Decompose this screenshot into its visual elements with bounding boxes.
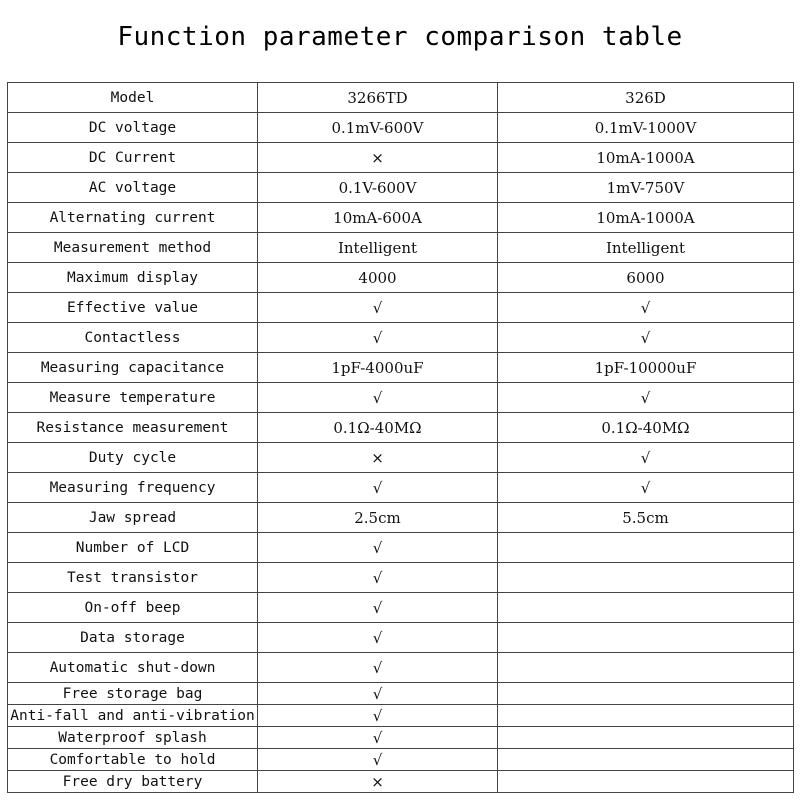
feature-label: Jaw spread — [8, 503, 258, 533]
comparison-table — [7, 82, 794, 793]
feature-label: On-off beep — [8, 593, 258, 623]
value-326d — [498, 653, 794, 683]
table-row — [8, 563, 794, 593]
value-3266td: √ — [258, 593, 498, 623]
feature-label: Effective value — [8, 293, 258, 323]
value-326d — [498, 683, 794, 705]
table-row — [8, 113, 794, 143]
value-3266td: 1pF-4000uF — [258, 353, 498, 383]
feature-label: Measuring frequency — [8, 473, 258, 503]
value-3266td: 4000 — [258, 263, 498, 293]
feature-label: Measurement method — [8, 233, 258, 263]
value-326d — [498, 593, 794, 623]
feature-label: Data storage — [8, 623, 258, 653]
table-row — [8, 293, 794, 323]
table-row — [8, 727, 794, 749]
table-header-row — [8, 83, 794, 113]
value-3266td: √ — [258, 473, 498, 503]
header-cell-326d: 326D — [498, 83, 794, 113]
value-3266td: √ — [258, 383, 498, 413]
table-row — [8, 143, 794, 173]
table-row — [8, 623, 794, 653]
value-3266td: √ — [258, 749, 498, 771]
feature-label: Test transistor — [8, 563, 258, 593]
feature-label: Automatic shut-down — [8, 653, 258, 683]
feature-label: Free dry battery — [8, 771, 258, 793]
value-3266td: √ — [258, 705, 498, 727]
feature-label: Free storage bag — [8, 683, 258, 705]
value-326d: √ — [498, 383, 794, 413]
table-row — [8, 233, 794, 263]
table-row — [8, 771, 794, 793]
feature-label: Number of LCD — [8, 533, 258, 563]
table-row — [8, 443, 794, 473]
table-row — [8, 593, 794, 623]
value-3266td: √ — [258, 533, 498, 563]
value-3266td: Intelligent — [258, 233, 498, 263]
feature-label: Resistance measurement — [8, 413, 258, 443]
value-3266td: √ — [258, 623, 498, 653]
table-row — [8, 413, 794, 443]
value-326d — [498, 771, 794, 793]
table-row — [8, 353, 794, 383]
table-row — [8, 383, 794, 413]
value-326d: √ — [498, 443, 794, 473]
value-3266td: √ — [258, 653, 498, 683]
feature-label: DC Current — [8, 143, 258, 173]
value-326d: 5.5cm — [498, 503, 794, 533]
value-3266td: × — [258, 443, 498, 473]
value-3266td: 10mA-600A — [258, 203, 498, 233]
value-326d: √ — [498, 293, 794, 323]
value-326d: √ — [498, 323, 794, 353]
table-row — [8, 653, 794, 683]
value-326d: 1mV-750V — [498, 173, 794, 203]
feature-label: Duty cycle — [8, 443, 258, 473]
value-326d — [498, 727, 794, 749]
value-3266td: √ — [258, 563, 498, 593]
value-326d: 1pF-10000uF — [498, 353, 794, 383]
value-3266td: 0.1mV-600V — [258, 113, 498, 143]
table-row — [8, 473, 794, 503]
table-row — [8, 705, 794, 727]
feature-label: Maximum display — [8, 263, 258, 293]
feature-label: Measure temperature — [8, 383, 258, 413]
header-cell-model: Model — [8, 83, 258, 113]
value-3266td: × — [258, 771, 498, 793]
value-326d: 10mA-1000A — [498, 143, 794, 173]
value-326d — [498, 749, 794, 771]
table-row — [8, 323, 794, 353]
feature-label: Anti-fall and anti-vibration — [8, 705, 258, 727]
value-3266td: × — [258, 143, 498, 173]
value-3266td: √ — [258, 727, 498, 749]
value-326d: Intelligent — [498, 233, 794, 263]
value-326d — [498, 705, 794, 727]
value-326d — [498, 533, 794, 563]
table-row — [8, 749, 794, 771]
value-326d: √ — [498, 473, 794, 503]
value-326d: 10mA-1000A — [498, 203, 794, 233]
header-cell-3266td: 3266TD — [258, 83, 498, 113]
table-row — [8, 503, 794, 533]
value-3266td: 2.5cm — [258, 503, 498, 533]
table-row — [8, 203, 794, 233]
feature-label: AC voltage — [8, 173, 258, 203]
value-326d: 0.1mV-1000V — [498, 113, 794, 143]
feature-label: Contactless — [8, 323, 258, 353]
feature-label: Measuring capacitance — [8, 353, 258, 383]
value-326d: 6000 — [498, 263, 794, 293]
value-3266td: 0.1V-600V — [258, 173, 498, 203]
table-row — [8, 263, 794, 293]
feature-label: DC voltage — [8, 113, 258, 143]
value-3266td: √ — [258, 323, 498, 353]
value-326d: 0.1Ω-40MΩ — [498, 413, 794, 443]
table-row — [8, 533, 794, 563]
value-326d — [498, 623, 794, 653]
table-row — [8, 173, 794, 203]
value-3266td: √ — [258, 683, 498, 705]
feature-label: Comfortable to hold — [8, 749, 258, 771]
page-title: Function parameter comparison table — [117, 22, 683, 52]
value-3266td: √ — [258, 293, 498, 323]
value-326d — [498, 563, 794, 593]
feature-label: Alternating current — [8, 203, 258, 233]
table-row — [8, 683, 794, 705]
feature-label: Waterproof splash — [8, 727, 258, 749]
value-3266td: 0.1Ω-40MΩ — [258, 413, 498, 443]
